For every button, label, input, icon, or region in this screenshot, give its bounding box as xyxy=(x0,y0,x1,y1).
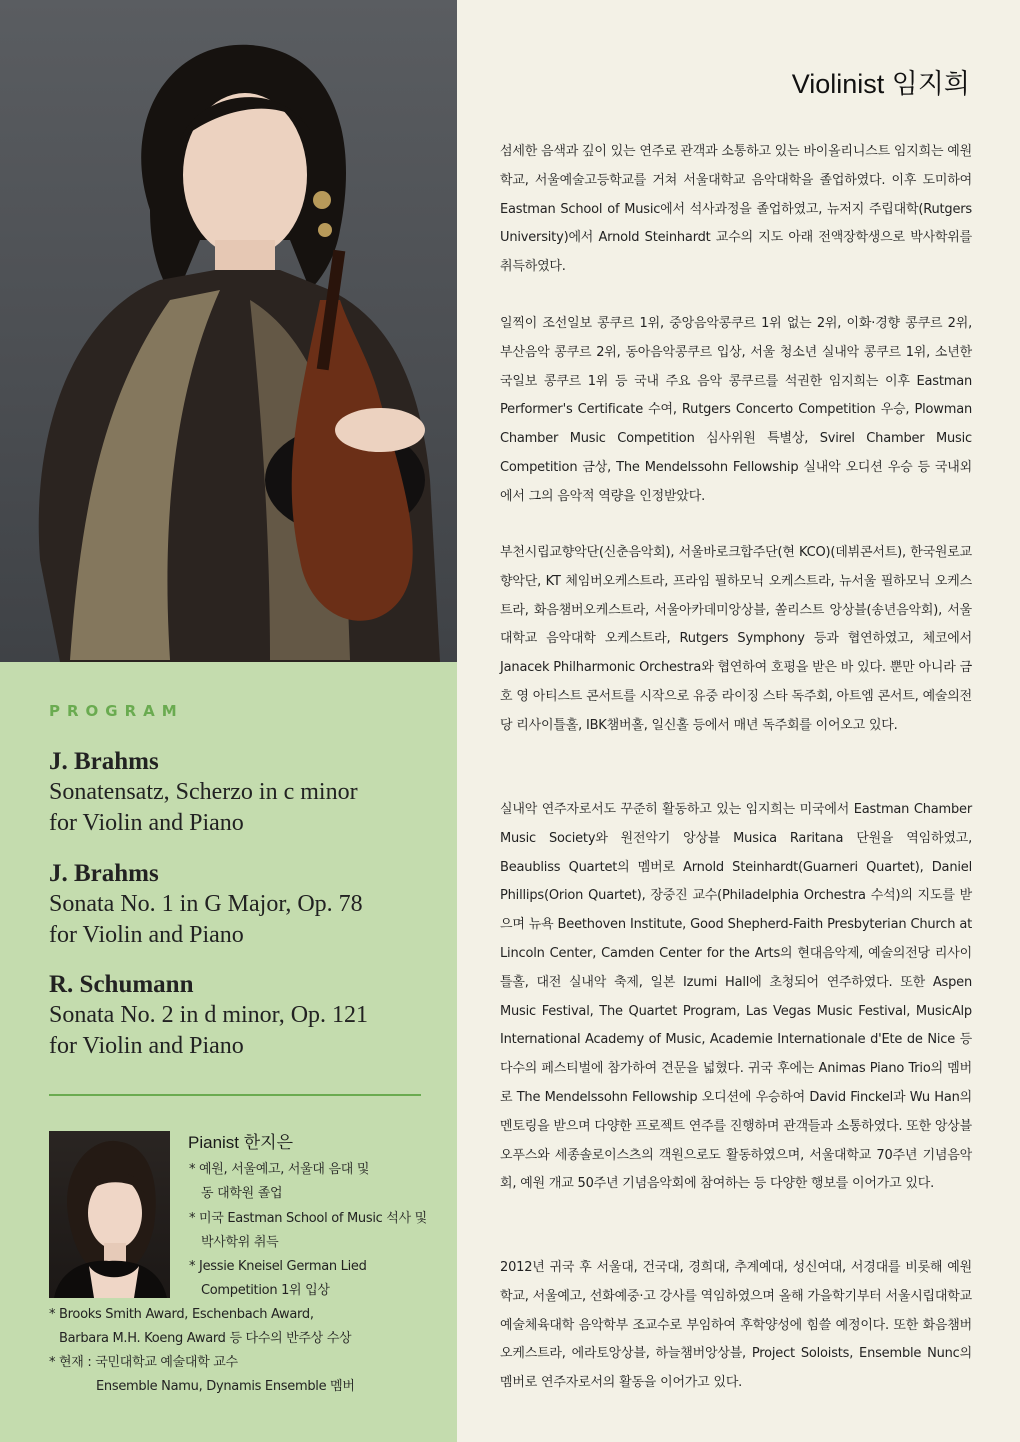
program-label: PROGRAM xyxy=(49,702,184,720)
violinist-bio-paragraph-1: 섬세한 음색과 깊이 있는 연주로 관객과 소통하고 있는 바이올리니스트 임지희는 예원학교, 서울예술고등학교를 거쳐 서울대학교 음악대학을 졸업하였다. 이후 도미하여 Eastman School of Music에서 석사과정을 졸업하였고, 뉴저지 주립대학(Rutgers University)에서 Arnold Steinhardt 교수의 지도 아래 전액장학생으로 박사학위를 취득하였다. xyxy=(500,144,972,275)
piece-subtitle: for Violin and Piano xyxy=(49,1033,244,1059)
pianist-portrait-illustration xyxy=(49,1131,170,1298)
pianist-bio-line: 동 대학원 졸업 xyxy=(201,1186,283,1201)
pianist-bio-line: * Brooks Smith Award, Eschenbach Award, xyxy=(49,1307,314,1322)
piece-subtitle: for Violin and Piano xyxy=(49,810,244,836)
program-piece-2 xyxy=(49,858,449,951)
pianist-title: Pianist 한지은 xyxy=(188,1133,294,1152)
pianist-bio-line: Competition 1위 입상 xyxy=(201,1283,330,1298)
pianist-photo xyxy=(49,1131,170,1298)
violinist-title: Violinist 임지희 xyxy=(791,69,970,99)
piece-composer: J. Brahms xyxy=(49,860,159,887)
pianist-bio-line: Ensemble Namu, Dynamis Ensemble 멤버 xyxy=(96,1379,355,1394)
piece-title: Sonata No. 2 in d minor, Op. 121 xyxy=(49,1002,369,1028)
pianist-bio-line: * Jessie Kneisel German Lied xyxy=(189,1259,367,1274)
piece-composer: J. Brahms xyxy=(49,748,159,775)
piece-composer: R. Schumann xyxy=(49,971,194,998)
pianist-bio-line: Barbara M.H. Koeng Award 등 다수의 반주상 수상 xyxy=(59,1331,352,1346)
piece-title: Sonata No. 1 in G Major, Op. 78 xyxy=(49,891,363,917)
program-piece-1 xyxy=(49,746,449,839)
left-column xyxy=(0,0,457,1442)
pianist-bio-line: 박사학위 취득 xyxy=(201,1235,279,1250)
piece-title: Sonatensatz, Scherzo in c minor xyxy=(49,779,358,805)
section-divider xyxy=(49,1094,421,1096)
pianist-bio-line: * 미국 Eastman School of Music 석사 및 xyxy=(189,1211,427,1226)
violinist-bio-paragraph-2: 일찍이 조선일보 콩쿠르 1위, 중앙음악콩쿠르 1위 없는 2위, 이화·경향 콩쿠르 2위, 부산음악 콩쿠르 2위, 동아음악콩쿠르 입상, 서울 청소년 실내악 콩쿠르 1위, 소년한국일보 콩쿠르 1위 등 국내 주요 음악 콩쿠르를 석권한 임지희는 이후 Eastman Performer's Certificate 수여, Rutgers Concerto Competition 우승, Plowman Chamber Music Competition 심사위원 특별상, Svirel Chamber Music Competition 금상, The Mendelssohn Fellowship 실내악 오디션 우승 등 국내외에서 그의 음악적 역량을 인정받았다. xyxy=(500,316,973,504)
program-piece-3 xyxy=(49,969,449,1062)
violinist-bio-paragraph-3: 부천시립교향악단(신춘음악회), 서울바로크합주단(현 KCO)(데뷔콘서트), 한국원로교향악단, KT 체임버오케스트라, 프라임 필하모닉 오케스트라, 뉴서울 필하모닉 오케스트라, 화음챔버오케스트라, 서울아카데미앙상블, 쏠리스트 앙상블(송년음악회), 서울대학교 음악대학 오케스트라, Rutgers Symphony 등과 협연하였고, 체코에서 Janacek Philharmonic Orchestra와 협연하여 호평을 받은 바 있다. 뿐만 아니라 금호 영 아티스트 콘서트를 시작으로 유중 라이징 스타 독주회, 아트엠 콘서트, 예술의전당 리사이틀홀, IBK챔버홀, 일신홀 등에서 매년 독주회를 이어오고 있다. xyxy=(500,545,972,733)
violinist-bio-paragraph-4: 실내악 연주자로서도 꾸준히 활동하고 있는 임지희는 미국에서 Eastman Chamber Music Society와 원전악기 앙상블 Musica Raritana 단원을 역임하였고, Beaubliss Quartet의 멤버로 Arnold Steinhardt(Guarneri Quartet), Daniel Phillips(Orion Quartet), 장중진 교수(Philadelphia Orchestra 수석)의 지도를 받으며 뉴욕 Beethoven Institute, Good Shepherd-Faith Presbyterian Church at Lincoln Center, Camden Center for the Arts의 현대음악제, 예술의전당 리사이틀홀, 대전 실내악 축제, 일본 Izumi Hall에 초청되어 연주하였다. 또한 Aspen Music Festival, The Quartet Program, Las Vegas Music Festival, MusicAlp International Academy of Music, Academie Internationale d'Ete de Nice 등 다수의 페스티벌에 참가하여 견문을 넓혔다. 귀국 후에는 Animas Piano Trio의 멤버로 The Mendelssohn Fellowship 오디션에 우승하여 David Finckel과 Wu Han의 멘토링을 받으며 다양한 프로젝트 연주를 진행하며 관객들과 소통하였다. 또한 앙상블 오푸스와 세종솔로이스츠의 객원으로도 활동하였으며, 서울대학교 70주년 기념음악회, 예원 개교 50주년 기념음악회에 참여하는 등 다양한 행보를 이어가고 있다. xyxy=(500,802,972,1192)
piece-subtitle: for Violin and Piano xyxy=(49,922,244,948)
violinist-bio-paragraph-5: 2012년 귀국 후 서울대, 건국대, 경희대, 추계예대, 성신여대, 서경대를 비롯해 예원학교, 서울예고, 선화예중·고 강사를 역임하였으며 올해 가을학기부터 서울시립대학교 예술체육대학 음악학부 조교수로 부임하여 후학양성에 힘쓸 예정이다. 또한 화음챔버오케스트라, 에라토앙상블, 하늘챔버앙상블, Project Soloists, Ensemble Nunc의 멤버로 연주자로서의 활동을 이어가고 있다. xyxy=(500,1260,972,1391)
pianist-bio-line: * 현재 : 국민대학교 예술대학 교수 xyxy=(49,1355,238,1370)
violinist-portrait-illustration xyxy=(0,0,457,662)
violinist-photo xyxy=(0,0,457,662)
pianist-bio-line: * 예원, 서울예고, 서울대 음대 및 xyxy=(189,1162,370,1177)
